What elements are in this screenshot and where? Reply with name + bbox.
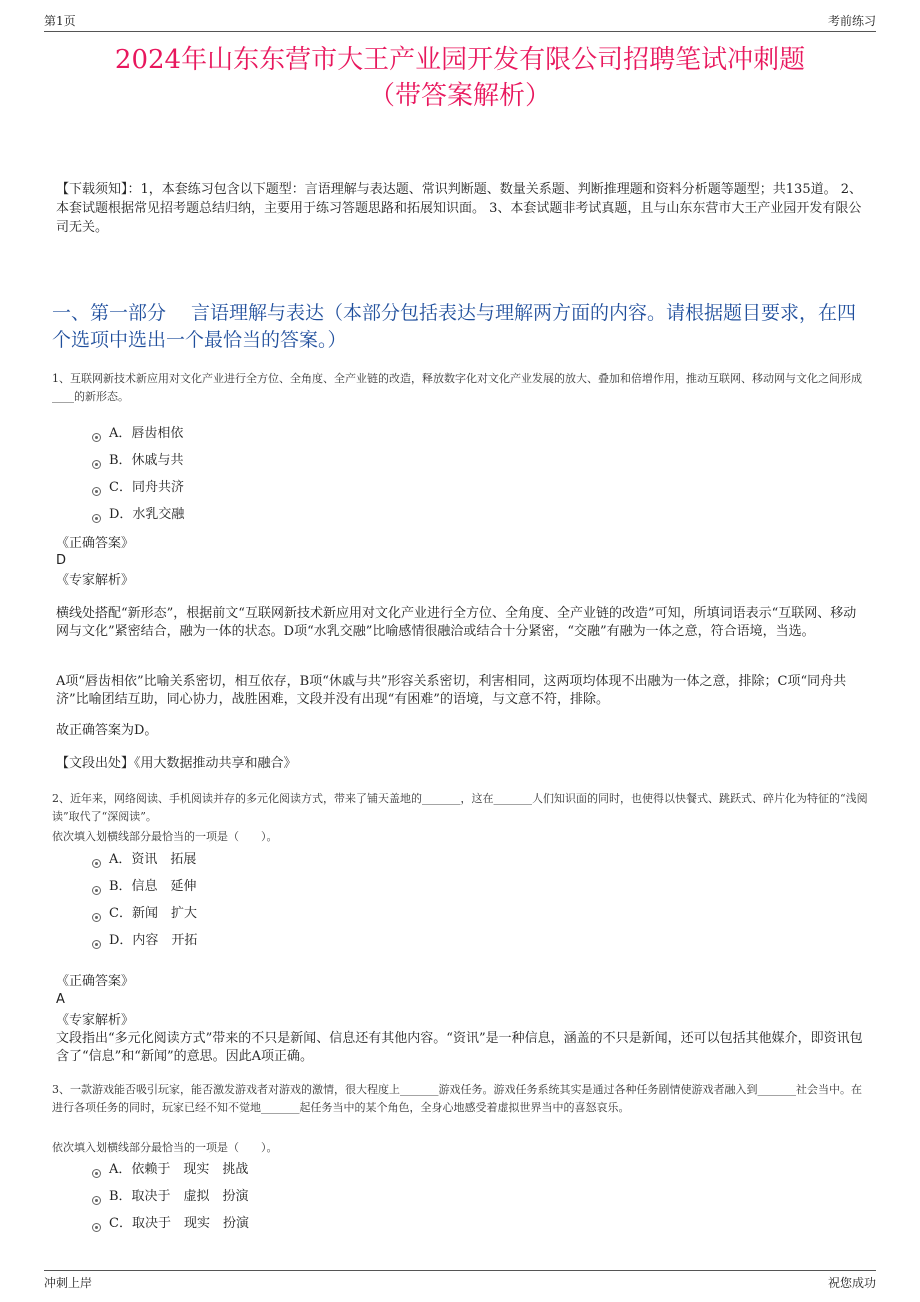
q2-answer: A: [56, 992, 65, 1007]
download-notice: 【下载须知】：1，本套练习包含以下题型：言语理解与表达题、常识判断题、数量关系题、判断推理题和资料分析题等题型；共135道。 2、本套试题根据常见招考题总结归纳，主要用于练习答题思路和拓展知识面。 3、本套试题非考试真题，且与山东东营市大王产业园开发有限公司无关。: [56, 182, 862, 235]
question-2-stem: 2、近年来，网络阅读、手机阅读并存的多元化阅读方式，带来了铺天盖地的_______，这在_______人们知识面的同时，也使得以快餐式、跳跃式、碎片化为特征的“浅阅读”取代了“深阅读”。: [52, 792, 868, 823]
question-3-prompt: 依次填入划横线部分最恰当的一项是（ ）。: [52, 1141, 278, 1154]
radio-icon[interactable]: [92, 859, 101, 868]
question-1-stem: 1、互联网新技术新应用对文化产业进行全方位、全角度、全产业链的改造，释放数字化对文化产业发展的放大、叠加和倍增作用，推动互联网、移动网与文化之间形成____的新形态。: [52, 372, 862, 403]
radio-icon[interactable]: [92, 913, 101, 922]
title-line-1: 2024年山东东营市大王产业园开发有限公司招聘笔试冲刺题: [114, 45, 806, 75]
q1-analysis-p2: A项“唇齿相依”比喻关系密切，相互依存，B项“休戚与共”形容关系密切，利害相同，这两项均体现不出融为一体之意，排除；C项“同舟共济”比喻团结互助，同心协力，战胜困难，文段并没有出现“有困难”的语境，与文意不符，排除。: [56, 674, 847, 707]
radio-icon[interactable]: [92, 886, 101, 895]
q1-answer-label: 《正确答案》: [56, 536, 135, 551]
title-line-2: （带答案解析）: [368, 81, 551, 111]
footer-right-text: 祝您成功: [827, 1276, 876, 1290]
radio-icon[interactable]: [92, 460, 101, 469]
q2-option-a[interactable]: A．资讯 拓展: [92, 850, 196, 870]
q1-answer: D: [56, 553, 67, 568]
document-title: [40, 42, 880, 114]
q1-analysis-label: 《专家解析》: [56, 573, 135, 588]
page-header: [44, 10, 876, 32]
q3-option-c[interactable]: C．取决于 现实 扮演: [92, 1214, 249, 1234]
q2-option-d[interactable]: D．内容 开拓: [92, 931, 197, 951]
q2-option-c[interactable]: C．新闻 扩大: [92, 904, 197, 924]
footer-left-text: 冲刺上岸: [44, 1276, 93, 1290]
q1-option-a[interactable]: A．唇齿相依: [92, 424, 183, 444]
q1-option-c[interactable]: C．同舟共济: [92, 478, 184, 498]
q2-answer-label: 《正确答案》: [56, 974, 135, 989]
q3-option-a[interactable]: A．依赖于 现实 挑战: [92, 1160, 248, 1180]
page-number: 第1页: [44, 14, 76, 28]
q2-option-b[interactable]: B．信息 延伸: [92, 877, 197, 897]
radio-icon[interactable]: [92, 514, 101, 523]
section-heading: 一、第一部分 言语理解与表达（本部分包括表达与理解两方面的内容。请根据题目要求，在四个选项中选出一个最恰当的答案。）: [52, 302, 857, 351]
q2-analysis: 文段指出“多元化阅读方式”带来的不只是新闻、信息还有其他内容。“资讯”是一种信息，涵盖的不只是新闻，还可以包括其他媒介，即资讯包含了“信息”和“新闻”的意思。因此A项正确。: [56, 1031, 863, 1064]
page-footer: [44, 1270, 876, 1290]
radio-icon[interactable]: [92, 1196, 101, 1205]
q1-option-b[interactable]: B．休戚与共: [92, 451, 184, 471]
question-2-prompt: 依次填入划横线部分最恰当的一项是（ ）。: [52, 830, 278, 843]
q1-analysis-p1: 横线处搭配“新形态”，根据前文“互联网新技术新应用对文化产业进行全方位、全角度、全产业链的改造”可知，所填词语表示“互联网、移动网与文化”紧密结合，融为一体的状态。D项“水乳交融”比喻感情很融洽或结合十分紧密，“交融”有融为一体之意，符合语境，当选。: [56, 606, 857, 639]
radio-icon[interactable]: [92, 1223, 101, 1232]
header-tag: 考前练习: [827, 14, 876, 28]
q3-option-b[interactable]: B．取决于 虚拟 扮演: [92, 1187, 249, 1207]
radio-icon[interactable]: [92, 1169, 101, 1178]
radio-icon[interactable]: [92, 940, 101, 949]
question-3-stem: 3、一款游戏能否吸引玩家，能否激发游戏者对游戏的激情，很大程度上_______游戏任务。游戏任务系统其实是通过各种任务剧情使游戏者融入到_______社会当中。在进行各项任务的同时，玩家已经不知不觉地_______起任务当中的某个角色，全身心地感受着虚拟世界当中的喜怒哀乐。: [52, 1083, 862, 1114]
q2-analysis-label: 《专家解析》: [56, 1013, 135, 1028]
q1-source: 【文段出处】《用大数据推动共享和融合》: [56, 756, 297, 771]
q1-analysis-p3: 故正确答案为D。: [56, 723, 158, 738]
radio-icon[interactable]: [92, 433, 101, 442]
q1-option-d[interactable]: D．水乳交融: [92, 505, 184, 525]
radio-icon[interactable]: [92, 487, 101, 496]
